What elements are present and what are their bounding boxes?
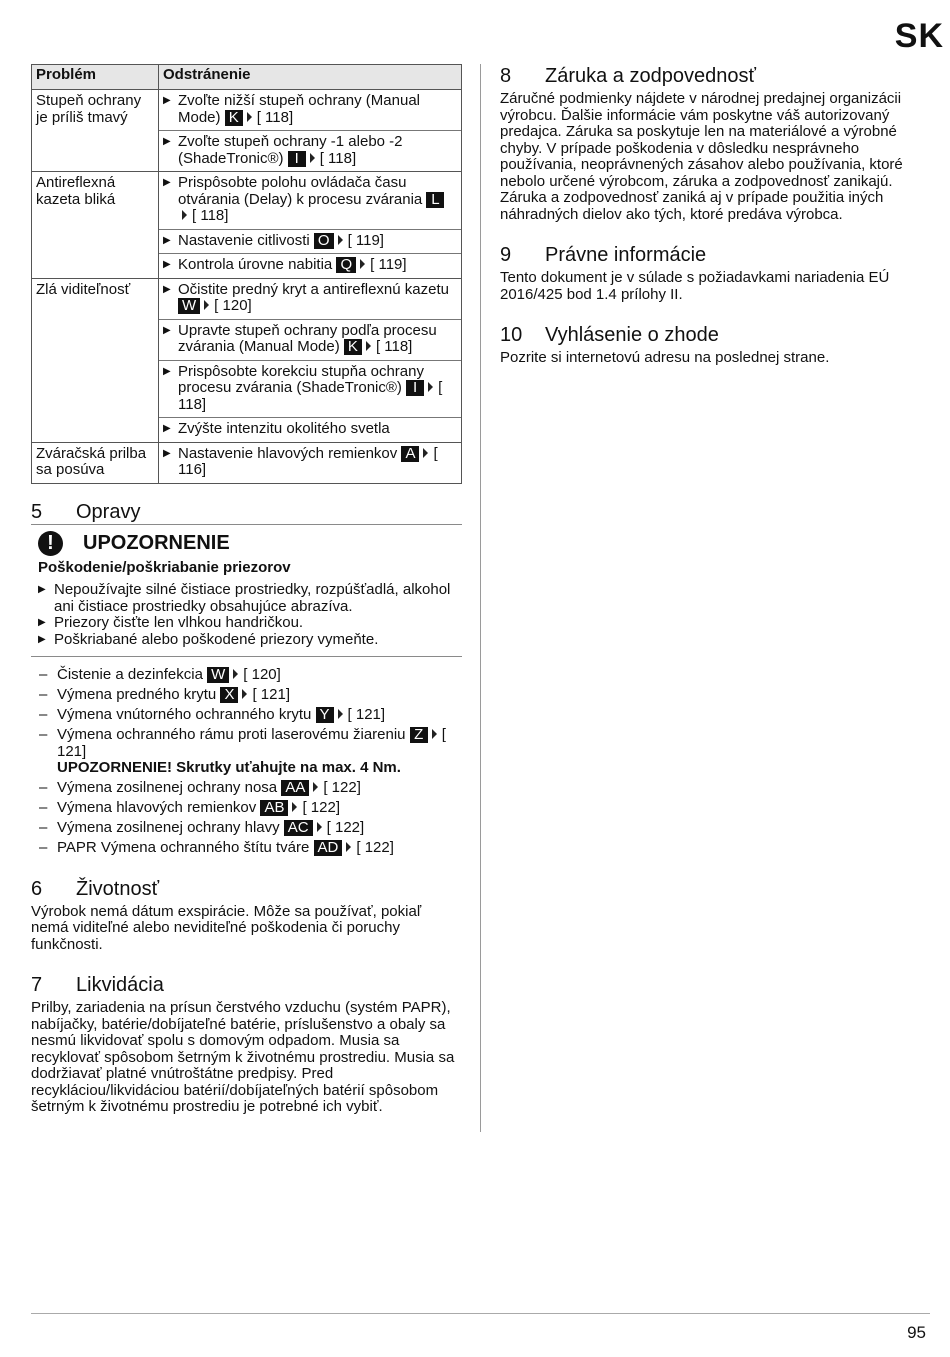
col-header-problem: Problém xyxy=(32,65,159,90)
section-number: 6 xyxy=(31,877,43,900)
section-title: Právne informácie xyxy=(545,244,707,266)
repair-text-wrap xyxy=(57,727,462,777)
ref-arrow-icon xyxy=(428,382,433,392)
solution-item xyxy=(159,279,461,319)
solution-text: Nastavenie hlavových remienkov xyxy=(178,444,398,462)
repair-text: PAPR Výmena ochranného štítu tváre xyxy=(57,839,310,856)
section-title: Opravy xyxy=(76,500,141,523)
figure-key-badge: O xyxy=(314,233,334,249)
solution-text: Zvýšte intenzitu okolitého svetla xyxy=(178,420,390,437)
repair-item xyxy=(31,780,462,797)
section-number: 7 xyxy=(31,974,43,996)
ref-arrow-icon xyxy=(338,235,343,245)
bullet-triangle-icon: ▶ xyxy=(38,584,46,595)
section-title: Likvidácia xyxy=(76,974,164,996)
page-reference: [ 122] xyxy=(356,839,394,856)
problem-cell: Zváračská prilba sa posúva xyxy=(32,442,159,483)
solution-cell xyxy=(159,278,462,442)
figure-key-badge: K xyxy=(344,339,362,355)
solution-cell xyxy=(159,442,462,483)
page-reference: [ 121] xyxy=(57,726,446,760)
ref-arrow-icon xyxy=(360,259,365,269)
solution-text: Zvoľte nižší stupeň ochrany (Manual Mode) xyxy=(178,92,420,126)
list-dash: – xyxy=(39,779,48,796)
repair-list xyxy=(31,667,462,857)
troubleshooting-table xyxy=(31,64,462,484)
left-column xyxy=(31,64,462,1116)
figure-key-badge: K xyxy=(225,110,243,126)
repair-item xyxy=(31,800,462,817)
figure-key-badge: I xyxy=(288,151,306,167)
language-code: SK xyxy=(894,17,944,55)
list-dash: – xyxy=(39,666,48,683)
repair-text: Výmena vnútorného ochranného krytu xyxy=(57,706,312,723)
page-reference: [ 116] xyxy=(178,444,438,478)
list-dash: – xyxy=(39,686,48,703)
bullet-triangle-icon: ▶ xyxy=(38,633,46,645)
solution-item xyxy=(159,130,461,171)
solution-text-wrap xyxy=(178,93,457,126)
section-body: Záručné podmienky nájdete v národnej predajnej organizácii výrobcu. Ďalšie informácie vám poskytne váš autorizovaný predajca. Záruka sa poskytuje len na materiálové a výrobné chyby. V prípade poškodenia v dôsledku nesprávneho používania, neoprávnených zásahov alebo používania, ktoré nebolo určené výrobcom, záruka a zodpovednosť zanikajú. Záruka a zodpovednosť zaniká aj v prípade použitia iných náhradných dielov ako tých, ktoré predáva výrobca. xyxy=(500,90,903,223)
warning-item-text: Nepoužívajte silné čistiace prostriedky, rozpúšťadlá, alkohol ani čistiace prostriedky obsahujúce abrazíva. xyxy=(54,581,451,615)
figure-key-badge: I xyxy=(406,380,424,396)
warning-list-item xyxy=(38,582,462,615)
repair-text-wrap xyxy=(57,800,340,817)
warning-list-item xyxy=(38,615,462,632)
ref-arrow-icon xyxy=(247,112,252,122)
solution-text-wrap xyxy=(178,134,457,167)
list-dash: – xyxy=(39,726,48,743)
page-reference: [ 120] xyxy=(214,297,252,314)
repair-text: Výmena predného krytu xyxy=(57,686,217,703)
solution-item xyxy=(159,172,461,229)
section-number: 5 xyxy=(31,500,43,523)
bullet-triangle-icon: ▶ xyxy=(163,95,171,106)
figure-key-badge: A xyxy=(401,446,419,462)
bullet-triangle-icon: ▶ xyxy=(163,365,171,377)
repair-text: Výmena hlavových remienkov xyxy=(57,799,257,816)
table-row xyxy=(32,442,462,483)
bullet-triangle-icon: ▶ xyxy=(163,259,171,270)
figure-key-badge: AC xyxy=(284,820,313,836)
page-reference: [ 122] xyxy=(302,799,340,816)
solution-text-wrap xyxy=(178,175,457,225)
page-reference: [ 122] xyxy=(323,779,361,796)
page-reference: [ 118] xyxy=(192,207,229,224)
repair-text-wrap xyxy=(57,840,394,857)
warning-title: UPOZORNENIE xyxy=(83,532,230,554)
ref-arrow-icon xyxy=(242,689,247,699)
section-title: Životnosť xyxy=(76,877,160,900)
solution-cell xyxy=(159,90,462,172)
list-dash: – xyxy=(39,819,48,836)
repair-item xyxy=(31,727,462,777)
warning-list xyxy=(31,582,462,657)
bullet-triangle-icon: ▶ xyxy=(163,177,171,188)
solution-item xyxy=(159,319,461,360)
solution-text: Prispôsobte korekciu stupňa ochrany procesu zvárania (ShadeTronic®) xyxy=(178,362,424,396)
warning-list-item xyxy=(38,632,462,649)
solution-text: Očistite predný kryt a antireflexnú kazetu xyxy=(178,280,449,298)
page-reference: [ 118] xyxy=(319,149,357,167)
ref-arrow-icon xyxy=(204,300,209,310)
figure-key-badge: L xyxy=(426,192,444,208)
figure-key-badge: X xyxy=(220,687,238,703)
repair-text: Výmena zosilnenej ochrany hlavy xyxy=(57,819,280,836)
page-reference: [ 118] xyxy=(256,108,294,126)
bullet-triangle-icon: ▶ xyxy=(163,234,171,246)
repair-item xyxy=(31,687,462,704)
section-8 xyxy=(500,64,932,223)
section-7 xyxy=(31,973,462,1116)
page-reference: [ 119] xyxy=(347,231,384,249)
section-body: Pozrite si internetovú adresu na poslednej strane. xyxy=(500,349,830,366)
repair-item xyxy=(31,820,462,837)
ref-arrow-icon xyxy=(233,669,238,679)
repair-note: UPOZORNENIE! Skrutky uťahujte na max. 4 Nm. xyxy=(57,759,401,776)
table-row xyxy=(32,278,462,442)
solution-text: Kontrola úrovne nabitia xyxy=(178,256,333,273)
solution-cell xyxy=(159,172,462,279)
ref-arrow-icon xyxy=(423,448,428,458)
solution-item xyxy=(159,417,461,442)
solution-text: Zvoľte stupeň ochrany -1 alebo -2 (ShadeTronic®) xyxy=(178,133,403,167)
bullet-triangle-icon: ▶ xyxy=(163,447,171,459)
table-row xyxy=(32,90,462,172)
ref-arrow-icon xyxy=(292,802,297,812)
solution-text-wrap xyxy=(178,364,457,414)
col-header-solution: Odstránenie xyxy=(159,65,462,90)
section-number: 8 xyxy=(500,65,512,87)
ref-arrow-icon xyxy=(366,341,371,351)
solution-text: Nastavenie citlivosti xyxy=(178,231,310,249)
bullet-triangle-icon: ▶ xyxy=(163,423,171,434)
repair-text-wrap xyxy=(57,687,290,704)
solution-text-wrap xyxy=(178,233,384,250)
solution-text-wrap xyxy=(178,282,457,315)
problem-cell: Zlá viditeľnosť xyxy=(32,278,159,442)
ref-arrow-icon xyxy=(313,782,318,792)
list-dash: – xyxy=(39,706,48,723)
section-9 xyxy=(500,243,932,303)
section-number: 9 xyxy=(500,244,512,266)
warning-exclamation-icon: ! xyxy=(38,531,63,556)
footer-rule xyxy=(31,1313,930,1314)
section-body: Prilby, zariadenia na prísun čerstvého vzduchu (systém PAPR), nabíjačky, batérie/dobíjateľné batérie, príslušenstvo a obaly sa nesmú likvidovať spolu s domovým odpadom. Musia sa recyklovať spôsobom šetrným k životnému prostrediu. Musia sa dodržiavať platné vnútroštátne predpisy. Pred recykláciou/likvidáciou batérií/dobíjateľných batérií spôsobom šetrným k životnému prostrediu je potrebné ich vybiť. xyxy=(31,999,455,1115)
bullet-triangle-icon: ▶ xyxy=(38,617,46,628)
repair-text-wrap xyxy=(57,780,361,797)
page-reference: [ 122] xyxy=(326,819,365,836)
solution-text-wrap xyxy=(178,323,457,356)
ref-arrow-icon xyxy=(182,210,187,220)
repair-item xyxy=(31,707,462,724)
solution-text-wrap xyxy=(178,421,390,438)
section-body: Tento dokument je v súlade s požiadavkami nariadenia EÚ 2016/425 bod 1.4 prílohy II. xyxy=(500,269,890,303)
repair-item xyxy=(31,840,462,857)
right-column xyxy=(500,64,932,367)
solution-item xyxy=(159,253,461,278)
page-reference: [ 120] xyxy=(243,666,281,683)
solution-item xyxy=(159,90,461,130)
repair-text-wrap xyxy=(57,667,281,684)
bullet-triangle-icon: ▶ xyxy=(163,324,171,336)
figure-key-badge: W xyxy=(178,298,200,314)
section-6 xyxy=(31,877,462,954)
ref-arrow-icon xyxy=(317,822,322,832)
problem-cell: Stupeň ochrany je príliš tmavý xyxy=(32,90,159,172)
ref-arrow-icon xyxy=(310,153,315,163)
solution-text: Prispôsobte polohu ovládača času otvárania (Delay) k procesu zvárania xyxy=(178,174,423,208)
section-number: 10 xyxy=(500,324,523,346)
page-reference: [ 119] xyxy=(370,256,407,273)
bullet-triangle-icon: ▶ xyxy=(163,136,171,147)
solution-item xyxy=(159,229,461,254)
warning-item-text: Priezory čisťte len vlhkou handričkou. xyxy=(54,614,304,631)
solution-item xyxy=(159,360,461,418)
solution-text: Upravte stupeň ochrany podľa procesu zvárania (Manual Mode) xyxy=(178,321,437,355)
solution-text-wrap xyxy=(178,446,457,479)
list-dash: – xyxy=(39,799,48,816)
page-reference: [ 118] xyxy=(178,379,443,413)
figure-key-badge: AB xyxy=(260,800,288,816)
column-divider xyxy=(480,64,481,1132)
page-reference: [ 118] xyxy=(375,338,413,355)
repair-text: Čistenie a dezinfekcia xyxy=(57,666,203,683)
figure-key-badge: AD xyxy=(314,840,343,856)
ref-arrow-icon xyxy=(432,729,437,739)
section-10 xyxy=(500,323,932,367)
repair-text: Výmena zosilnenej ochrany nosa xyxy=(57,779,278,796)
table-row xyxy=(32,172,462,279)
ref-arrow-icon xyxy=(338,709,343,719)
problem-cell: Antireflexná kazeta bliká xyxy=(32,172,159,279)
warning-box xyxy=(31,531,462,658)
page-number: 95 xyxy=(907,1323,926,1342)
figure-key-badge: W xyxy=(207,667,229,683)
repair-item xyxy=(31,667,462,684)
figure-key-badge: Y xyxy=(316,707,334,723)
list-dash: – xyxy=(39,839,48,856)
section-title: Vyhlásenie o zhode xyxy=(545,324,719,346)
section-5-heading xyxy=(31,500,462,525)
solution-item xyxy=(159,443,461,483)
section-title: Záruka a zodpovednosť xyxy=(545,65,756,87)
figure-key-badge: Q xyxy=(336,257,356,273)
repair-text: Výmena ochranného rámu proti laserovému žiareniu xyxy=(57,726,406,743)
bullet-triangle-icon: ▶ xyxy=(163,283,171,295)
ref-arrow-icon xyxy=(346,842,351,852)
page-reference: [ 121] xyxy=(252,686,290,703)
warning-subtitle: Poškodenie/poškriabanie priezorov xyxy=(38,558,291,576)
solution-text-wrap xyxy=(178,257,407,274)
repair-text-wrap xyxy=(57,820,364,837)
repair-text-wrap xyxy=(57,707,385,724)
page-reference: [ 121] xyxy=(347,706,386,723)
warning-item-text: Poškriabané alebo poškodené priezory vymeňte. xyxy=(54,630,379,648)
section-body: Výrobok nemá dátum exspirácie. Môže sa používať, pokiaľ nemá viditeľné alebo neviditeľné poškodenia či poruchy funkčnosti. xyxy=(31,902,422,953)
figure-key-badge: Z xyxy=(410,727,428,743)
figure-key-badge: AA xyxy=(281,780,309,796)
